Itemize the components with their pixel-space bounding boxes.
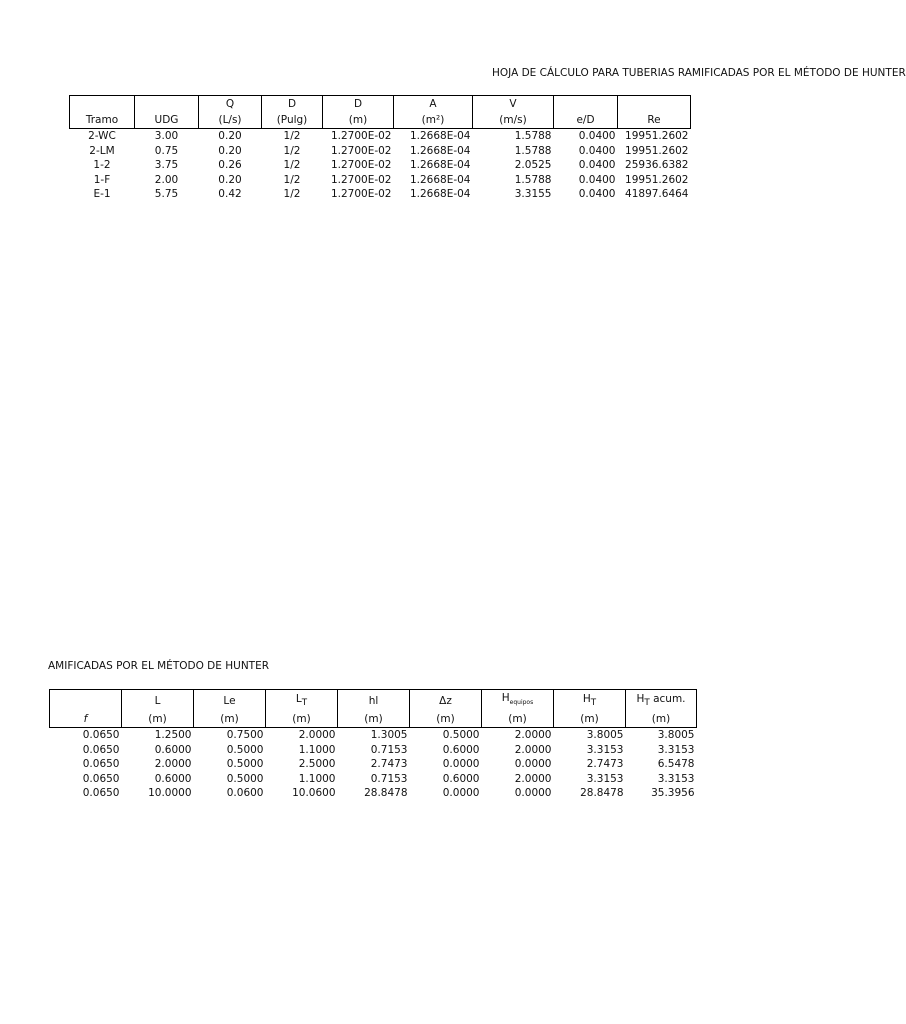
table-cell: 0.0400 xyxy=(578,173,616,186)
table-cell: 1.2668E-04 xyxy=(409,144,471,157)
header-cell xyxy=(554,690,626,712)
header-cell xyxy=(554,96,618,113)
header-text: L xyxy=(295,692,302,705)
table-cell: 0.7153 xyxy=(370,743,408,756)
table-cell: 1.5788 xyxy=(514,130,552,142)
table-cell: 0.0000 xyxy=(442,787,480,800)
header-subscript: T xyxy=(644,697,650,708)
header-cell: (m) xyxy=(626,711,697,728)
table-cell: 2.0000 xyxy=(298,729,336,742)
table-cell: 28.8478 xyxy=(364,787,408,800)
table-cell: 0.20 xyxy=(218,130,242,142)
table-cell: 2-LM xyxy=(89,144,115,157)
table-row xyxy=(70,158,691,173)
header-text: acum. xyxy=(649,692,686,705)
table-cell: 0.5000 xyxy=(226,743,264,756)
table-row xyxy=(50,743,697,758)
table-cell: 1.2700E-02 xyxy=(330,188,392,200)
table-cell: 1.2668E-04 xyxy=(409,173,471,186)
table-cell: 0.0650 xyxy=(82,787,120,800)
table-cell: 1.2700E-02 xyxy=(330,173,392,186)
table-cell: 1.2500 xyxy=(154,729,192,742)
header-text: H xyxy=(636,692,645,705)
table-cell: 1.1000 xyxy=(298,743,336,756)
header-cell: (L/s) xyxy=(199,112,262,129)
header-cell: (m) xyxy=(410,711,482,728)
header-cell: f xyxy=(50,711,122,728)
table-cell: 1/2 xyxy=(283,188,301,200)
header-cell xyxy=(266,690,338,712)
table-row xyxy=(70,173,691,188)
table-cell: 1.2668E-04 xyxy=(409,188,471,200)
table-cell: 19951.2602 xyxy=(625,130,689,142)
header-cell xyxy=(618,96,691,113)
table-row xyxy=(50,757,697,772)
table-cell: 0.6000 xyxy=(442,743,480,756)
header-subscript: T xyxy=(590,697,597,708)
header-cell xyxy=(482,690,554,712)
table-cell: 1.5788 xyxy=(514,144,552,157)
header-cell xyxy=(50,690,122,712)
table-cell: 0.0000 xyxy=(442,758,480,771)
table-cell: 0.0400 xyxy=(578,144,616,157)
table-cell: 2-WC xyxy=(88,130,116,142)
table-cell: 1.2668E-04 xyxy=(409,130,471,142)
header-cell: UDG xyxy=(135,112,199,129)
header-cell xyxy=(135,96,199,113)
table-cell: 41897.6464 xyxy=(625,188,689,200)
table-cell: 0.5000 xyxy=(226,772,264,785)
header-row-top xyxy=(50,690,697,712)
header-cell: Le xyxy=(194,690,266,712)
header-cell: (m/s) xyxy=(473,112,554,129)
table-cell: 1.5788 xyxy=(514,173,552,186)
table-cell: 2.0000 xyxy=(514,743,552,756)
header-cell: D xyxy=(323,96,394,113)
table-cell: 0.6000 xyxy=(154,743,192,756)
header-row-bottom xyxy=(50,711,697,728)
table-cell: 1/2 xyxy=(283,144,301,157)
header-row-top xyxy=(70,96,691,113)
table-cell: 3.3155 xyxy=(514,188,552,200)
table-cell: 1/2 xyxy=(283,173,301,186)
header-cell: D xyxy=(262,96,323,113)
header-cell: Re xyxy=(618,112,691,129)
table-cell: 19951.2602 xyxy=(625,144,689,157)
table-cell: 1/2 xyxy=(283,159,301,171)
table-cell: 28.8478 xyxy=(580,787,624,800)
table-cell: 10.0000 xyxy=(148,787,192,800)
table-cell: 3.75 xyxy=(154,159,179,171)
header-cell: Tramo xyxy=(70,112,135,129)
table-cell: 0.6000 xyxy=(442,772,480,785)
sheet2-title: AMIFICADAS POR EL MÉTODO DE HUNTER xyxy=(48,660,270,672)
table-cell: 0.75 xyxy=(154,144,179,157)
table-cell: 0.26 xyxy=(218,159,242,171)
table-cell: 1.3005 xyxy=(370,729,408,742)
header-cell: (m) xyxy=(323,112,394,129)
table-cell: 0.0000 xyxy=(514,787,552,800)
table-cell: 1-F xyxy=(93,173,111,186)
table-cell: 2.0525 xyxy=(514,159,552,171)
table-cell: 0.0650 xyxy=(82,758,120,771)
table-cell: 6.5478 xyxy=(657,758,695,771)
table-cell: 1.1000 xyxy=(298,772,336,785)
table-cell: 0.20 xyxy=(218,144,242,157)
table-cell: 0.0000 xyxy=(514,758,552,771)
table-cell: 2.5000 xyxy=(298,758,336,771)
table-row xyxy=(70,144,691,159)
header-cell: A xyxy=(394,96,473,113)
header-cell: (m) xyxy=(122,711,194,728)
table-row xyxy=(70,129,691,144)
table-cell: 0.0650 xyxy=(82,729,120,742)
table-cell: 1.2700E-02 xyxy=(330,159,392,171)
pipe-flow-table xyxy=(69,95,691,202)
table-cell: 1/2 xyxy=(283,130,301,142)
header-row-bottom xyxy=(70,112,691,129)
table-cell: 3.3153 xyxy=(586,772,624,785)
table-cell: 3.3153 xyxy=(657,743,695,756)
table-row xyxy=(50,728,697,743)
header-cell: (m) xyxy=(554,711,626,728)
header-cell xyxy=(70,96,135,113)
table-cell: 3.8005 xyxy=(657,729,695,742)
table-cell: 3.3153 xyxy=(657,772,695,785)
table-cell: 2.7473 xyxy=(586,758,624,771)
header-cell: (m) xyxy=(338,711,410,728)
table-cell: 35.3956 xyxy=(651,787,695,800)
table-cell: 0.7153 xyxy=(370,772,408,785)
table-cell: 2.0000 xyxy=(514,729,552,742)
table-cell: 0.6000 xyxy=(154,772,192,785)
header-cell: hl xyxy=(338,690,410,712)
header-text: H xyxy=(501,692,510,704)
table-cell: 0.0650 xyxy=(82,743,120,756)
header-cell: Q xyxy=(199,96,262,113)
header-cell: e/D xyxy=(554,112,618,129)
header-text: H xyxy=(582,692,591,705)
table-cell: 1.2700E-02 xyxy=(330,130,392,142)
table-cell: 3.8005 xyxy=(586,729,624,742)
table-cell: 0.0400 xyxy=(578,159,616,171)
header-subscript: equipos xyxy=(509,699,534,707)
table-cell: 5.75 xyxy=(154,188,179,200)
header-cell: (m) xyxy=(482,711,554,728)
table-cell: 0.0650 xyxy=(82,772,120,785)
header-cell: (m) xyxy=(194,711,266,728)
table-cell: 0.5000 xyxy=(442,729,480,742)
table-cell: 1.2700E-02 xyxy=(330,144,392,157)
table-cell: 2.7473 xyxy=(370,758,408,771)
header-cell: V xyxy=(473,96,554,113)
table-row xyxy=(50,772,697,787)
table-row xyxy=(70,187,691,202)
header-subscript: T xyxy=(301,697,308,708)
table-cell: 0.0400 xyxy=(578,188,616,200)
table-row xyxy=(50,786,697,801)
table-cell: 0.0600 xyxy=(226,787,264,800)
table-cell: 2.0000 xyxy=(154,758,192,771)
table-cell: E-1 xyxy=(93,188,111,200)
header-cell: Δz xyxy=(410,690,482,712)
table-cell: 2.0000 xyxy=(514,772,552,785)
header-cell: (m) xyxy=(266,711,338,728)
header-cell: (m²) xyxy=(394,112,473,129)
table-cell: 3.3153 xyxy=(586,743,624,756)
table-cell: 0.5000 xyxy=(226,758,264,771)
table-cell: 19951.2602 xyxy=(625,173,689,186)
table-cell: 0.20 xyxy=(218,173,242,186)
table-cell: 2.00 xyxy=(154,173,179,186)
header-cell: L xyxy=(122,690,194,712)
table-cell: 1-2 xyxy=(93,159,111,171)
table-cell: 0.0400 xyxy=(578,130,616,142)
head-loss-table xyxy=(49,689,697,801)
table-cell: 0.42 xyxy=(218,188,242,200)
header-cell: (Pulg) xyxy=(262,112,323,129)
table-cell: 3.00 xyxy=(154,130,179,142)
table-cell: 25936.6382 xyxy=(625,159,689,171)
table-cell: 10.0600 xyxy=(292,787,336,800)
sheet1-title: HOJA DE CÁLCULO PARA TUBERIAS RAMIFICADAS POR EL MÉTODO DE HUNTER xyxy=(492,67,906,79)
table-cell: 0.7500 xyxy=(226,729,264,742)
table-cell: 1.2668E-04 xyxy=(409,159,471,171)
header-cell xyxy=(626,690,697,712)
